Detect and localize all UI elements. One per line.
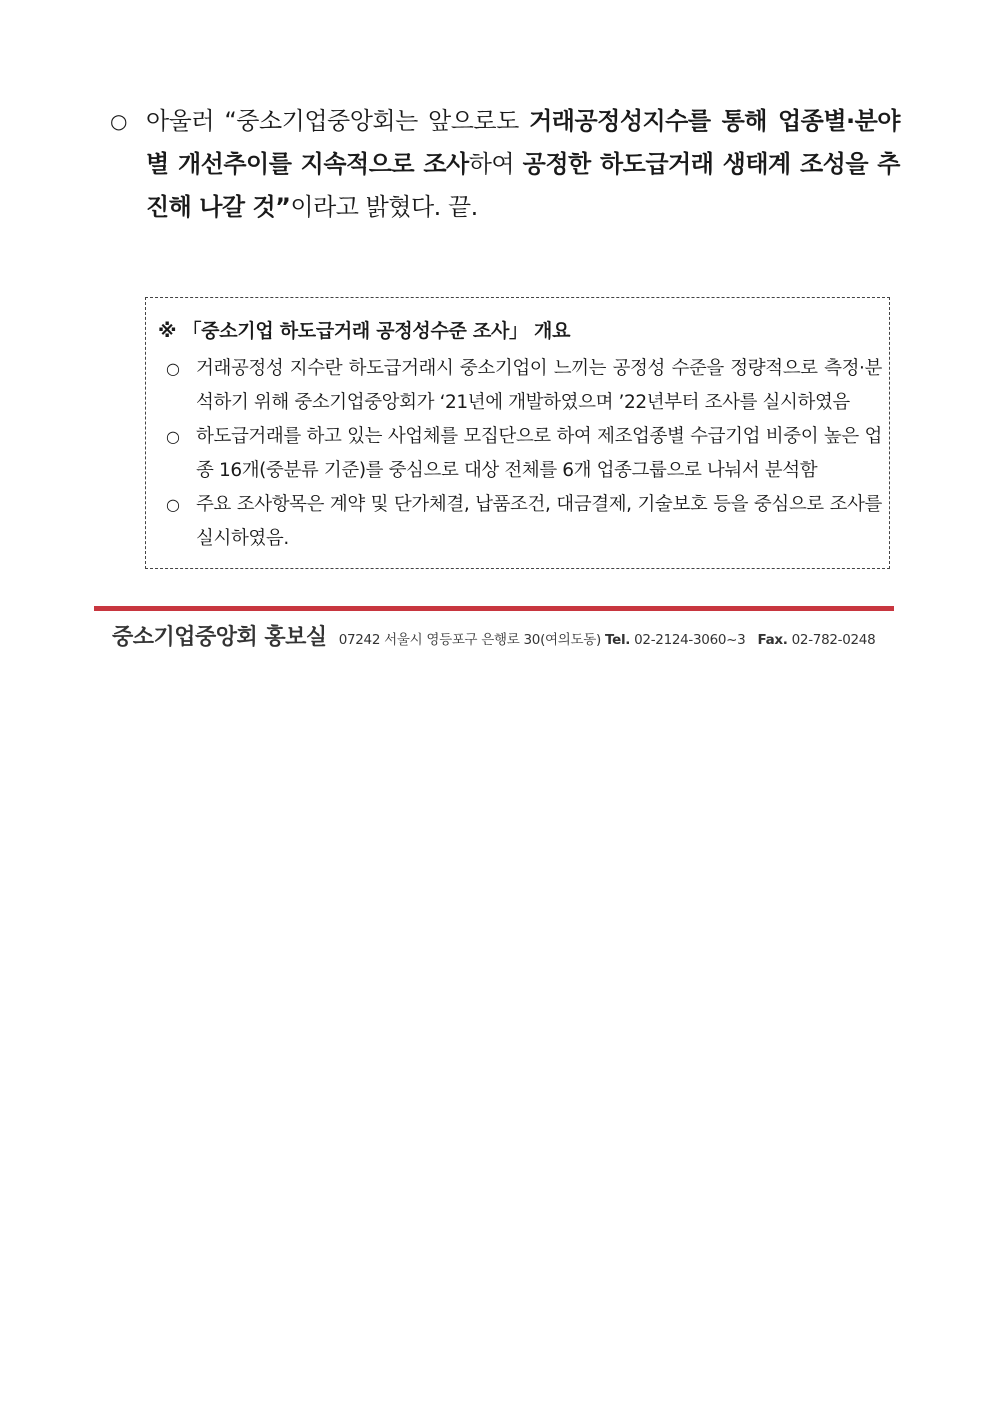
bullet-icon: ○ [166, 359, 180, 378]
paragraph-segment-bold: 거래공정성지수를 통해 업종별·분야별 개선추이를 지속적으로 조사 [146, 107, 900, 178]
paragraph-segment: 이라고 밝혔다. 끝. [290, 193, 478, 221]
paragraph-segment: 하여 [468, 150, 523, 178]
bullet-icon: ○ [110, 109, 127, 133]
footer-tel: 02-2124-3060~3 [634, 632, 746, 648]
overview-item [166, 352, 882, 420]
closing-paragraph [110, 100, 900, 229]
footer-tel-label: Tel. [604, 632, 631, 648]
overview-item [166, 420, 882, 488]
survey-overview-title: ※ 「중소기업 하도급거래 공정성수준 조사」 개요 [158, 320, 571, 342]
overview-item-text: 하도급거래를 하고 있는 사업체를 모집단으로 하여 제조업종별 수급기업 비중이 높은 업종 16개(중분류 기준)를 중심으로 대상 전체를 6개 업종그룹으로 나눠서 분석함 [196, 426, 882, 481]
footer-contact [339, 628, 876, 648]
survey-overview-box [145, 297, 890, 569]
footer-fax: 02-782-0248 [791, 632, 876, 648]
footer-org-name: 중소기업중앙회 홍보실 [112, 625, 327, 650]
paragraph-segment: 아울러 “중소기업중앙회는 앞으로도 [146, 107, 530, 135]
closing-paragraph-text [146, 100, 900, 229]
paragraph-segment-bold: 공정한 하도급거래 생태계 조성을 추진해 나갈 것” [146, 150, 900, 221]
footer-address: 07242 서울시 영등포구 은행로 30(여의도동) [338, 632, 601, 648]
footer-fax-label: Fax. [757, 632, 788, 648]
footer-divider [94, 606, 894, 611]
bullet-icon: ○ [166, 427, 180, 446]
overview-item-text: 거래공정성 지수란 하도급거래시 중소기업이 느끼는 공정성 수준을 정량적으로 측정·분석하기 위해 중소기업중앙회가 ‘21년에 개발하였으며 ’22년부터 조사를 실시하였음 [196, 358, 882, 413]
footer [112, 620, 902, 651]
overview-item-text: 주요 조사항목은 계약 및 단가체결, 납품조건, 대금결제, 기술보호 등을 중심으로 조사를 실시하였음. [196, 494, 882, 549]
overview-item [166, 488, 882, 556]
bullet-icon: ○ [166, 495, 180, 514]
